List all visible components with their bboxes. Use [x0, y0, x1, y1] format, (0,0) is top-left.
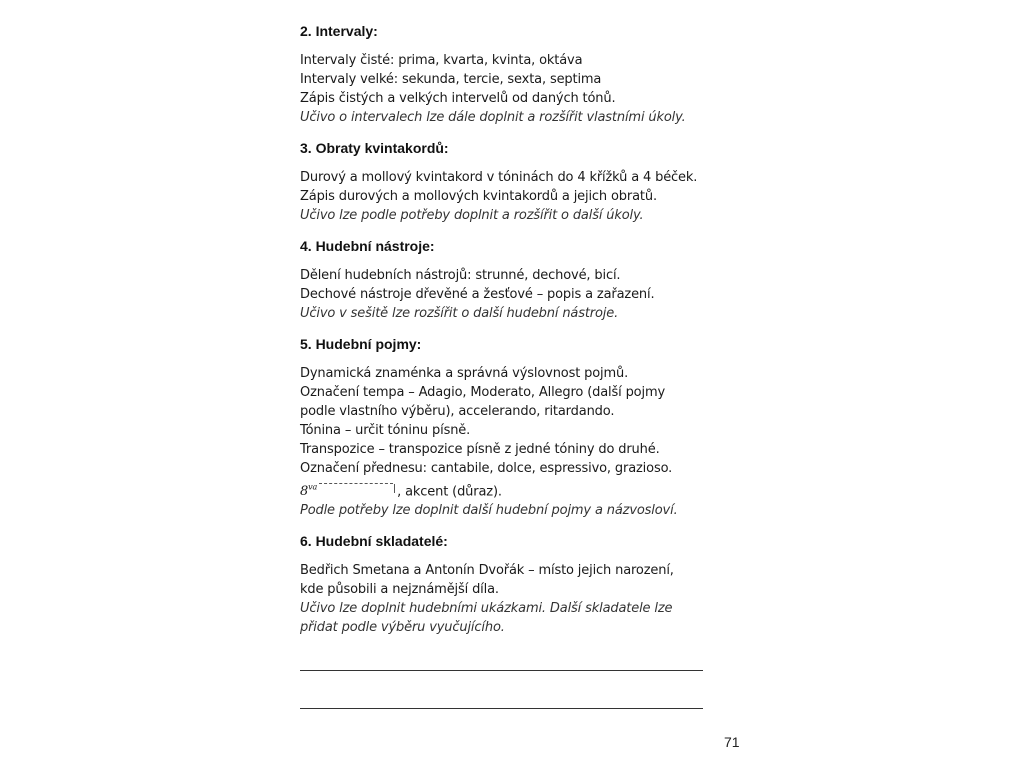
- section-instruments: [300, 237, 720, 323]
- ottava-dashed-line: [319, 483, 393, 492]
- italic-note: Podle potřeby lze doplnit další hudební pojmy a názvosloví.: [300, 503, 678, 519]
- section-chord-inversions: [300, 139, 720, 225]
- text-line: Intervaly čisté: prima, kvarta, kvinta, oktáva: [300, 53, 583, 68]
- ottava-superscript: va: [308, 483, 318, 492]
- text-line: Transpozice – transpozice písně z jedné tóniny do druhé.: [300, 442, 660, 457]
- section-heading: 2. Intervaly:: [300, 23, 378, 39]
- ottava-number: 8: [300, 484, 309, 500]
- writing-line: [300, 708, 703, 709]
- page-number: 71: [724, 734, 740, 750]
- text-line: Intervaly velké: sekunda, tercie, sexta, septima: [300, 72, 602, 87]
- text-line: kde působili a nejznámější díla.: [300, 582, 499, 598]
- text-line: podle vlastního výběru), accelerando, ritardando.: [300, 404, 615, 419]
- ottava-end-hook: [394, 484, 395, 493]
- section-heading: 6. Hudební skladatelé:: [300, 533, 448, 550]
- italic-note: Učivo lze doplnit hudebními ukázkami. Další skladatele lze: [300, 601, 673, 617]
- ottava-suffix: , akcent (důraz).: [397, 484, 502, 500]
- text-line: Dělení hudebních nástrojů: strunné, dechové, bicí.: [300, 268, 621, 283]
- text-line: Dynamická znaménka a správná výslovnost pojmů.: [300, 366, 629, 381]
- document-page: [300, 22, 720, 649]
- text-line: Zápis čistých a velkých intervelů od daných tónů.: [300, 91, 616, 106]
- section-music-terms: [300, 335, 720, 520]
- italic-note: přidat podle výběru vyučujícího.: [300, 620, 505, 636]
- text-line: Označení tempa – Adagio, Moderato, Allegro (další pojmy: [300, 385, 665, 400]
- section-heading: 5. Hudební pojmy:: [300, 336, 422, 352]
- ottava-symbol: [300, 484, 317, 499]
- text-line: Zápis durových a mollových kvintakordů a jejich obratů.: [300, 189, 657, 204]
- italic-note: Učivo v sešitě lze rozšířit o další hudební nástroje.: [300, 306, 619, 321]
- section-composers: [300, 532, 720, 637]
- section-intervals: [300, 22, 720, 127]
- writing-line: [300, 670, 703, 671]
- text-line: Durový a mollový kvintakord v tóninách do 4 křížků a 4 béček.: [300, 170, 698, 185]
- section-heading: 3. Obraty kvintakordů:: [300, 140, 449, 156]
- text-line: Označení přednesu: cantabile, dolce, espressivo, grazioso.: [300, 461, 673, 476]
- italic-note: Učivo lze podle potřeby doplnit a rozšířit o další úkoly.: [300, 208, 644, 223]
- section-heading: 4. Hudební nástroje:: [300, 238, 435, 254]
- text-line: Dechové nástroje dřevěné a žesťové – popis a zařazení.: [300, 287, 655, 302]
- text-line: Tónina – určit tóninu písně.: [300, 423, 471, 438]
- text-line: Bedřich Smetana a Antonín Dvořák – místo jejich narození,: [300, 563, 674, 579]
- italic-note: Učivo o intervalech lze dále doplnit a rozšířit vlastními úkoly.: [300, 110, 686, 125]
- ottava-line: [300, 478, 720, 501]
